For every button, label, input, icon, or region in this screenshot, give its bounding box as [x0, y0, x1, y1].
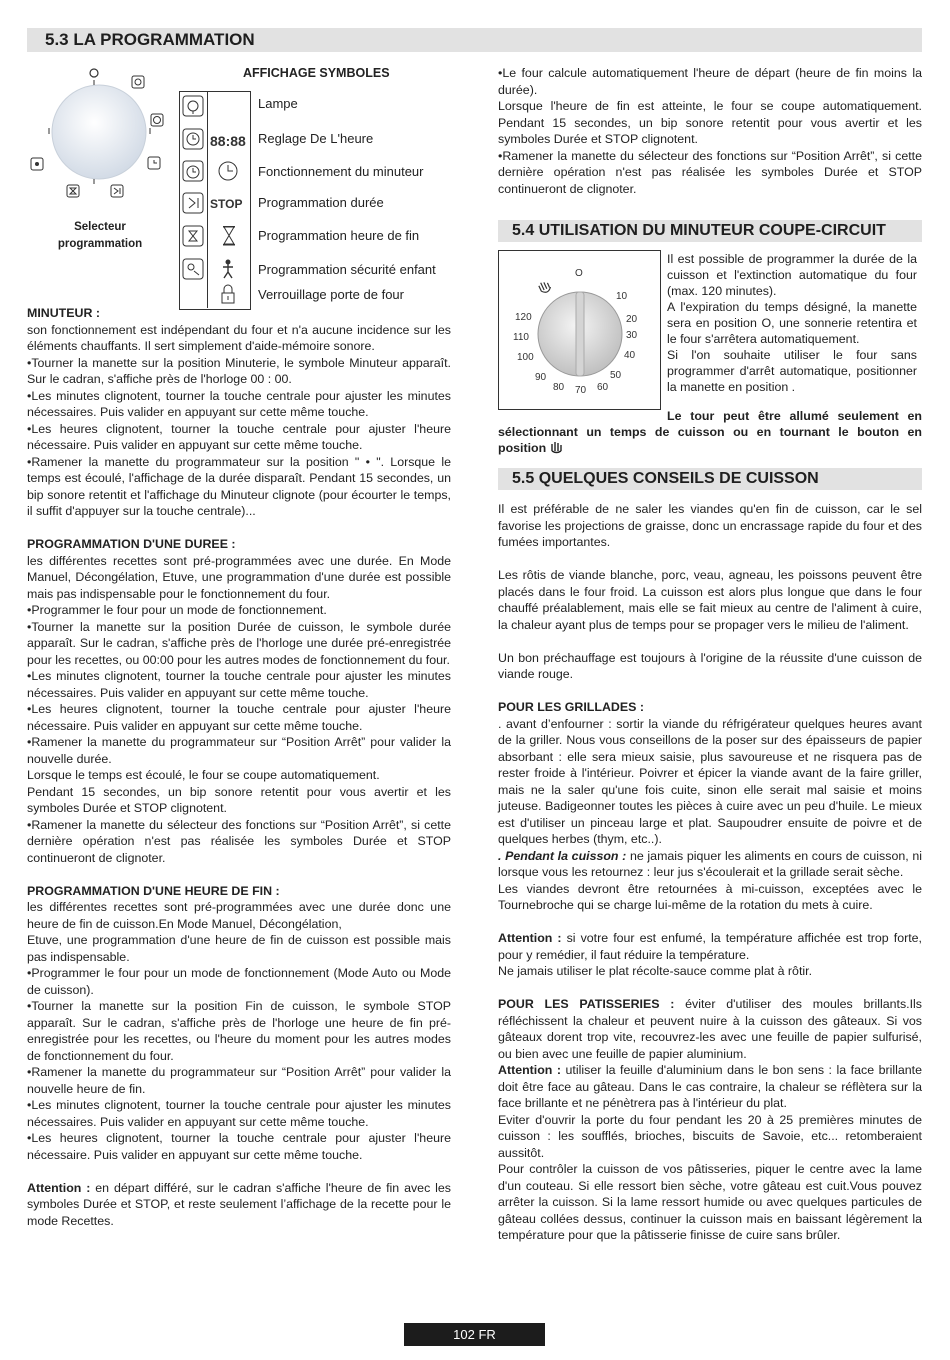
right-top-text — [498, 65, 922, 197]
paragraph: Lorsque le temps est écoulé, le four se coupe automatiquement. — [27, 768, 380, 782]
paragraph: Il est préférable de ne saler les viandes qu'en fin de cuisson, car le sel favorise les projections de graisse, donc un encrassage rapide du four et des fumées importantes. — [498, 502, 922, 549]
paragraph: •Ramener la manette du sélecteur des fonctions sur “Position Arrêt”, si cette dernière opération n'est pas réalisée les symboles Durée et STOP continueront de clignoter. — [498, 148, 922, 196]
dial-label: 110 — [513, 332, 529, 343]
paragraph: son fonctionnement est indépendant du four et n'a aucune incidence sur les éléments chauffants. Il sert simplement d'aide-mémoire sonore. — [27, 322, 451, 353]
door-lock-icon — [222, 285, 234, 303]
paragraph: . avant d’enfourner : sortir la viande du réfrigérateur quelques heures avant de la griller. Nous vous conseillons de la poser sur des épaisseurs de papier absorbant : elle sera mieux saisie, plus savoureuse et ne risquera pas de rester froide à l'intérieur. Poivrer et épicer la viande avant de la faire griller, mais ne la saler qu'une fois cuite, sinon elle serait mal saisie et moins juteuse. Badigeonner toutes les pièces à cuire avec un peu d'huile. Le mieux est d'utiliser un pinceau large et plat. Saupoudrer ensuite de poivre et de quelques herbes (thym, etc..). — [498, 716, 922, 846]
paragraph: •Les heures clignotent, tourner la touche centrale pour ajuster l'heure nécessaire. Puis valider en appuyant sur cette même touche. — [27, 421, 451, 452]
off-position-icon — [90, 69, 98, 77]
section-5-4-side-text — [667, 251, 917, 395]
hand-icon — [550, 440, 564, 454]
paragraph: les différentes recettes sont pré-programmées avec une durée. En Mode Manuel, Décongélation, Etuve, une programmation d'une durée est possible mais pas indispensable pour le fonctionnement du four. — [27, 553, 451, 601]
section-5-5-title: 5.5 QUELQUES CONSEILS DE CUISSON — [498, 468, 922, 490]
paragraph: Les viandes devront être retournées à mi-cuisson, exceptées avec le Tournebroche qui se charge lui-même de la rotation du mets à cuire. — [498, 881, 922, 912]
paragraph: Lorsque l'heure de fin est atteinte, le four se coupe automatiquement. Pendant 15 secondes, un bip sonore retentit pour vous avertir et les symboles Durée et STOP clignotent. — [498, 99, 922, 146]
paragraph: Un bon préchauffage est toujours à l'origine de la réussite d'une cuisson de viande rouge. — [498, 650, 922, 681]
paragraph: Les rôtis de viande blanche, porc, veau, agneau, les poissons peuvent être placés dans le four froid. La cuisson est alors plus longue que dans le four chauffé préalablement, mais elle se fait mieux au centre de l'aliment à cuire, la chaleur ayant plus de temps pour se propager vers le milieu de l'aliment. — [498, 568, 922, 632]
minuteur-title: MINUTEUR : — [27, 306, 100, 320]
selector-diagram — [27, 62, 172, 212]
paragraph: •Les heures clignotent, tourner la touche centrale pour ajuster l'heure nécessaire. Puis valider en appuyant sur cette même touche. — [27, 702, 451, 733]
child-lock-icon — [183, 259, 203, 279]
grill-title: POUR LES GRILLADES : — [498, 700, 644, 714]
paragraph: •Les heures clignotent, tourner la touche centrale pour ajuster l'heure nécessaire. Puis valider en appuyant sur cette même touche. — [27, 1131, 451, 1162]
symbol-label-duration: Programmation durée — [258, 195, 384, 210]
symbol-label-timer: Fonctionnement du minuteur — [258, 164, 424, 179]
paragraph: les différentes recettes sont pré-programmées avec une durée donc une heure de fin de cuisson.En Mode Manuel, Décongélation, — [27, 900, 451, 931]
dial-label: 50 — [610, 370, 622, 381]
dial-label: 90 — [535, 372, 547, 383]
paragraph: •Ramener la manette du sélecteur des fonctions sur “Position Arrêt”, si cette dernière opération n'est pas réalisée les symboles Durée et STOP continueront de clignoter. — [27, 817, 451, 865]
stop-label: STOP — [210, 197, 243, 211]
paragraph: •Le four calcule automatiquement l'heure de départ (heure de fin moins la durée). — [498, 66, 922, 97]
paragraph: •Les minutes clignotent, tourner la touche centrale pour ajuster les minutes nécessaires. Puis valider en appuyant sur cette même touche. — [27, 669, 451, 700]
section-5-4-bold-text: Le tour peut être allumé seulement en sélectionnant un temps de cuisson ou en tournant le bouton en position — [498, 409, 922, 455]
symbols-title: AFFICHAGE SYMBOLES — [243, 66, 390, 80]
section-5-4-title: 5.4 UTILISATION DU MINUTEUR COUPE-CIRCUIT — [498, 220, 922, 242]
timer-icon — [148, 157, 160, 169]
clock-set-icon — [151, 114, 163, 126]
paragraph: •Tourner la manette sur la position Fin de cuisson, le symbole STOP apparaît. Sur le cadran, s'affiche près de l'horloge une heure de fin pré-enregistrée pour les recettes, ou l'heure du moment pour les autres modes de fonctionnement du four. — [27, 999, 451, 1063]
dial-label: 100 — [517, 352, 534, 363]
section-5-5-text — [498, 501, 922, 1244]
page-number: 102 FR — [404, 1323, 545, 1346]
dial-label: 40 — [624, 350, 636, 361]
paragraph: Ne jamais utiliser le plat récolte-sauce comme plat à rôtir. — [498, 964, 813, 978]
child-lock-icon — [31, 158, 43, 170]
dial-label: 20 — [626, 314, 638, 325]
end-time-icon — [67, 185, 79, 197]
paragraph: •Programmer le four pour un mode de fonctionnement (Mode Auto ou Mode de cuisson). — [27, 966, 451, 997]
left-column — [27, 305, 451, 1229]
paragraph: Pour contrôler la cuisson de vos pâtisseries, piquer le centre avec la lame d'un couteau. Si elle ressort bien sèche, votre gâteau est cuit.Vous pouvez arrêter la cuisson. Si la lame ressort humide ou avec quelques particules de gâteau collées dessus, continuer la cuisson mais en baissant légèrement la température pour que la pâtisserie finisse de cuire sans brûler. — [498, 1162, 922, 1242]
dial-label: 80 — [553, 382, 565, 393]
symbol-label-clock: Reglage De L'heure — [258, 131, 374, 146]
dial-label: O — [575, 268, 583, 279]
symbol-label-end-time: Programmation heure de fin — [258, 228, 420, 243]
clock-set-icon — [183, 129, 203, 149]
timer-dial-diagram — [498, 250, 661, 410]
dial-label: 10 — [616, 291, 628, 302]
duration-icon — [183, 193, 203, 213]
duration-icon — [111, 185, 123, 197]
paragraph: •Ramener la manette du programmateur sur “Position Arrêt” pour valider la nouvelle durée. — [27, 735, 451, 766]
symbol-label-door-lock: Verrouillage porte de four — [258, 287, 404, 302]
selector-knob — [52, 85, 146, 179]
dial-label: 30 — [626, 330, 638, 341]
paragraph: A l'expiration du temps désigné, la manette sera en position O, une sonnerie retentira et le four s'arrêtera automatiquement. — [667, 300, 917, 346]
paragraph: •Ramener la manette du programmateur sur la position " • ". Lorsque le temps est écoulé, l'affichage de la durée disparaît. Pendant 15 secondes, un bip sonore retentit et l'affichage du Minuteur clignote (pour écourter le temps, il suffit d'appuyer sur la touche centrale)... — [27, 454, 451, 518]
paragraph: •Les minutes clignotent, tourner la touche centrale pour ajuster les minutes nécessaires. Puis valider en appuyant sur cette même touche. — [27, 388, 451, 419]
symbol-icons — [179, 91, 249, 308]
fin-title: PROGRAMMATION D'UNE HEURE DE FIN : — [27, 883, 280, 898]
duree-title: PROGRAMMATION D'UNE DUREE : — [27, 537, 236, 551]
paragraph: Si l'on souhaite utiliser le four sans programmer d'arrêt automatique, positionner la manette en position . — [667, 348, 917, 394]
lamp-icon — [183, 96, 203, 116]
paragraph: Etuve, une programmation d'une heure de fin de cuisson est possible mais pas indispensable. — [27, 933, 451, 964]
paragraph: POUR LES PATISSERIES : éviter d'utiliser des moules brillants.Ils réfléchissent la chaleur et peuvent nuire à la cuisson des gâteaux. Si vos gâteaux dorent trop vite, recouvrez-les avec une feuille de papier sulfurisé, ou bien avec une feuille de papier aluminium. — [498, 997, 922, 1061]
lamp-icon — [132, 76, 144, 88]
dial-label: 70 — [575, 385, 587, 396]
paragraph: •Tourner la manette sur la position Minuterie, le symbole Minuteur apparaît. Sur le cadran, s'affiche près de l'horloge 00 : 00. — [27, 355, 451, 386]
timer-icon — [183, 161, 203, 181]
paragraph: •Programmer le four pour un mode de fonctionnement. — [27, 603, 327, 617]
paragraph: . Pendant la cuisson : ne jamais piquer les aliments en cours de cuisson, ni lorsque vous les retournez : leur jus s'écoulerait et la grillade serait sèche. — [498, 848, 922, 879]
symbol-label-lamp: Lampe — [258, 96, 298, 111]
paragraph: Il est possible de programmer la durée de la cuisson et l'extinction automatique du four (max. 120 minutes). — [667, 252, 917, 298]
paragraph: Attention : utiliser la feuille d'aluminium dans le bon sens : la face brillante doit être face au gâteau. Dans le cas contraire, la chaleur se réflètera sur la face brillante et ne pénètrera pas à l'intérieur du plat. — [498, 1063, 922, 1110]
child-figure-icon — [223, 260, 233, 279]
clock-display: 88:88 — [210, 133, 246, 149]
dial-label: 60 — [597, 382, 609, 393]
dial-label: 120 — [515, 312, 532, 323]
paragraph: Pendant 15 secondes, un bip sonore retentit pour vous avertir et les symboles Durée et STOP clignotent. — [27, 784, 451, 815]
paragraph: Eviter d'ouvrir la porte du four pendant les 20 à 25 premières minutes de cuisson : les soufflés, brioches, biscuits de Savoie, etc... retomberaient aussitôt. — [498, 1112, 922, 1160]
paragraph: •Ramener la manette du programmateur sur “Position Arrêt” pour valider la nouvelle heure de fin. — [27, 1065, 451, 1096]
selector-label: Selecteur programmation — [57, 221, 143, 250]
attention-paragraph: Attention : en départ différé, sur le cadran s'affiche l'heure de fin avec les symboles Durée et STOP, et reste seulement l’affichage de la recette pour le mode Recettes. — [27, 1180, 451, 1228]
symbol-label-child-lock: Programmation sécurité enfant — [258, 262, 436, 277]
paragraph: •Les minutes clignotent, tourner la touche centrale pour ajuster les minutes nécessaires. Puis valider en appuyant sur cette même touche. — [27, 1098, 451, 1129]
page-title: 5.3 LA PROGRAMMATION — [27, 28, 922, 52]
paragraph: •Tourner la manette sur la position Durée de cuisson, le symbole durée apparaît. Sur le cadran, s'affiche près de l'horloge une durée pré-enregistrée pour les recettes, ou 00:00 pour les autres modes de fonctionnement du four. — [27, 619, 451, 667]
paragraph: Attention : si votre four est enfumé, la température affichée est trop forte, pour y remédier, il faut réduire la température. — [498, 931, 922, 962]
clock-icon — [219, 162, 237, 180]
end-time-icon — [183, 226, 203, 246]
hourglass-icon — [223, 226, 235, 246]
